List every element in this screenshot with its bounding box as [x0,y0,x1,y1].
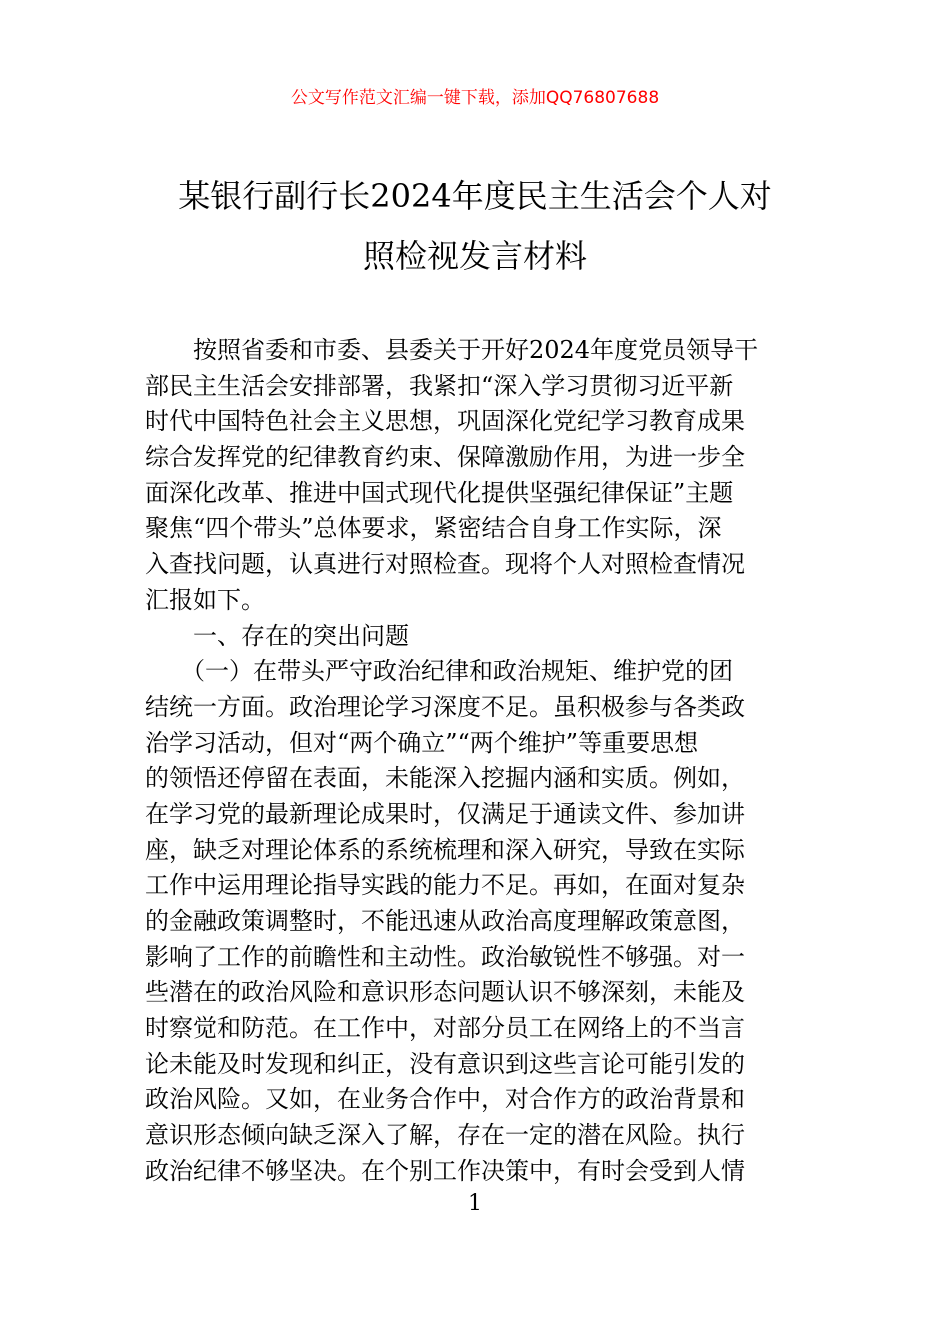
body-text-line: 的金融政策调整时，不能迅速从政治高度理解政策意图， [145,907,745,935]
body-text-line: 论未能及时发现和纠正，没有意识到这些言论可能引发的 [145,1049,745,1078]
body-text-line: （一）在带头严守政治纪律和政治规矩、维护党的团 [145,657,733,686]
body-text-line: 综合发挥党的纪律教育约束、保障激励作用，为进一步全 [145,443,745,472]
body-text-line: 政治风险。又如，在业务合作中，对合作方的政治背景和 [145,1085,745,1114]
body-text-line: 些潜在的政治风险和意识形态问题认识不够深刻，未能及 [145,978,745,1007]
body-text-line: 在学习党的最新理论成果时，仅满足于通读文件、参加讲 [145,799,745,828]
document-title [140,166,810,286]
title-line: 照检视发言材料 [362,237,587,275]
title-line: 某银行副行长2024年度民主生活会个人对 [178,177,772,215]
body-text-line: 影响了工作的前瞻性和主动性。政治敏锐性不够强。对一 [145,942,745,971]
body-text-line: 时察觉和防范。在工作中，对部分员工在网络上的不当言 [145,1014,745,1043]
body-text-line: 部民主生活会安排部署，我紧扣“深入学习贯彻习近平新 [145,371,734,400]
page-number: 1 [468,1191,482,1216]
body-text-line: 工作中运用理论指导实践的能力不足。再如，在面对复杂 [145,871,745,900]
body-text-line: 时代中国特色社会主义思想，巩固深化党纪学习教育成果 [145,407,745,436]
body-text-line: 座，缺乏对理论体系的系统梳理和深入研究，导致在实际 [145,835,745,864]
body-text-line: 意识形态倾向缺乏深入了解，存在一定的潜在风险。执行 [145,1121,745,1150]
body-text-line: 政治纪律不够坚决。在个别工作决策中，有时会受到人情 [145,1156,745,1185]
body-text-line: 入查找问题，认真进行对照检查。现将个人对照检查情况 [145,550,745,579]
body-text-line: 治学习活动，但对“两个确立”“两个维护”等重要思想 [145,728,699,757]
body-text-line: 聚焦“四个带头”总体要求，紧密结合自身工作实际，深 [145,514,722,543]
download-banner: 公文写作范文汇编一键下载，添加QQ76807688 [290,88,660,108]
document-body [145,333,805,1190]
body-text-line: 汇报如下。 [145,585,265,614]
body-text-line: 一、存在的突出问题 [145,621,409,650]
body-text-line: 面深化改革、推进中国式现代化提供坚强纪律保证”主题 [145,478,734,507]
body-text-line: 按照省委和市委、县委关于开好2024年度党员领导干 [145,336,759,364]
body-text-line: 结统一方面。政治理论学习深度不足。虽积极参与各类政 [145,692,745,721]
body-text-line: 的领悟还停留在表面，未能深入挖掘内涵和实质。例如， [145,764,745,793]
